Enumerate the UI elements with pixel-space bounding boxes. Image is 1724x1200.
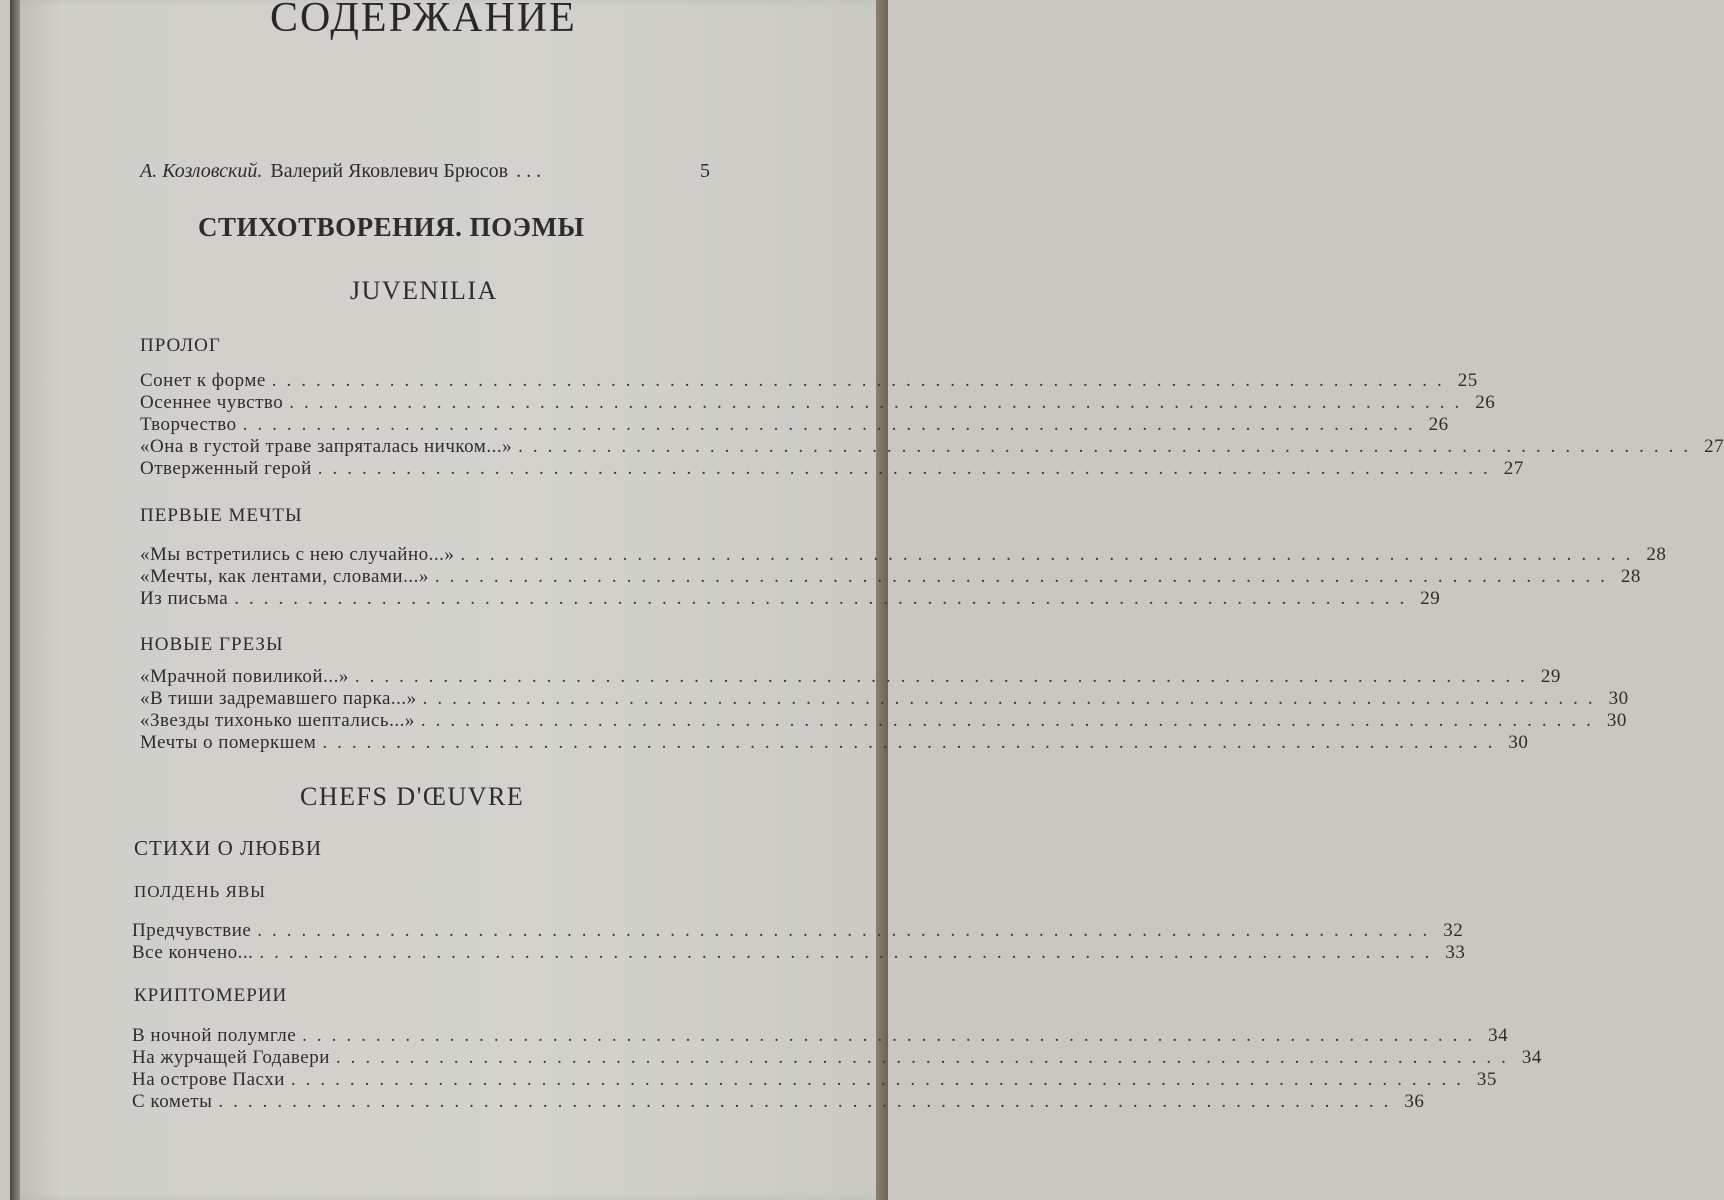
toc-entry-page: 28 xyxy=(1646,544,1667,565)
toc-leader-dots: ................................................................................ xyxy=(422,688,1603,709)
toc-entry-page: 30 xyxy=(1608,688,1629,709)
toc-entry-title: Осеннее чувство xyxy=(140,392,284,413)
toc-leader-dots: ................................................................................ xyxy=(271,370,1452,391)
group-first-dreams: ПЕРВЫЕ МЕЧТЫ xyxy=(140,505,303,526)
toc-entry-page: 33 xyxy=(1445,942,1466,963)
toc-leader-dots: ................................................................................ xyxy=(460,544,1641,565)
toc-entry-title: «Она в густой траве запряталась ничком...» xyxy=(140,436,513,457)
toc-entry-title: «Мрачной повиликой...» xyxy=(140,666,349,687)
intro-entry xyxy=(140,160,710,186)
toc-entry xyxy=(132,1025,1509,1047)
toc-entry-page: 30 xyxy=(1606,710,1627,731)
toc-leader-dots: ................................................................................ xyxy=(518,436,1699,457)
toc-leader-dots: ................................................................................ xyxy=(290,1069,1471,1090)
intro-author: А. Козловский. xyxy=(140,160,263,182)
toc-entry-page: 28 xyxy=(1620,566,1641,587)
toc-entry xyxy=(132,1047,1542,1069)
toc-list-cryptomeria xyxy=(132,1025,1542,1113)
toc-entry-page: 35 xyxy=(1476,1069,1497,1090)
group-prolog: ПРОЛОГ xyxy=(140,335,221,356)
toc-list-java-noon xyxy=(132,920,1466,964)
toc-entry-title: Мечты о померкшем xyxy=(140,732,317,753)
toc-leader-dots: ................................................................................ xyxy=(434,566,1615,587)
toc-entry xyxy=(140,414,1449,436)
toc-entry-title: Сонет к форме xyxy=(140,370,266,391)
toc-entry-title: «Мечты, как лентами, словами...» xyxy=(140,566,429,587)
toc-entry xyxy=(140,370,1478,392)
toc-entry xyxy=(140,544,1667,566)
intro-text: Валерий Яковлевич Брюсов xyxy=(270,160,509,182)
toc-leader-dots: ................................................................................ xyxy=(242,414,1423,435)
page-title: СОДЕРЖАНИЕ xyxy=(270,0,577,41)
group-new-dreams: НОВЫЕ ГРЕЗЫ xyxy=(140,634,284,655)
part-love-poems: СТИХИ О ЛЮБВИ xyxy=(134,836,323,860)
toc-entry xyxy=(140,458,1524,480)
toc-entry-page: 27 xyxy=(1704,436,1724,457)
toc-entry-page: 34 xyxy=(1521,1047,1542,1068)
toc-leader-dots: ................................................................................ xyxy=(289,392,1470,413)
toc-entry xyxy=(140,710,1627,732)
toc-entry xyxy=(140,588,1441,610)
toc-entry xyxy=(140,688,1629,710)
toc-entry xyxy=(132,920,1464,942)
toc-entry xyxy=(140,392,1496,414)
toc-leader-dots: ................................................................................ xyxy=(335,1047,1516,1068)
toc-entry-page: 25 xyxy=(1457,370,1478,391)
toc-entry-page: 29 xyxy=(1540,666,1561,687)
toc-entry-page: 26 xyxy=(1428,414,1449,435)
toc-entry xyxy=(140,566,1641,588)
toc-entry-page: 36 xyxy=(1404,1091,1425,1112)
toc-entry xyxy=(132,1069,1497,1091)
toc-leader-dots: ................................................................................ xyxy=(420,710,1601,731)
toc-entry-title: Отверженный герой xyxy=(140,458,312,479)
toc-list-new-dreams xyxy=(140,666,1629,754)
juvenilia-title: JUVENILIA xyxy=(350,276,498,305)
intro-page: 5 xyxy=(700,160,710,182)
toc-entry xyxy=(140,666,1561,688)
toc-entry-title: В ночной полумгле xyxy=(132,1025,297,1046)
toc-leader-dots: ................................................................................ xyxy=(257,920,1438,941)
chefs-title: CHEFS D'ŒUVRE xyxy=(300,782,525,811)
toc-entry-page: 34 xyxy=(1488,1025,1509,1046)
toc-leader-dots: ................................................................................ xyxy=(354,666,1535,687)
toc-entry xyxy=(140,436,1724,458)
toc-entry-title: «Звезды тихонько шептались...» xyxy=(140,710,415,731)
toc-leader-dots: ................................................................................ xyxy=(317,458,1498,479)
toc-entry-title: Из письма xyxy=(140,588,229,609)
section-title: СТИХОТВОРЕНИЯ. ПОЭМЫ xyxy=(198,212,585,242)
toc-entry-page: 30 xyxy=(1508,732,1529,753)
group-cryptomeria: КРИПТОМЕРИИ xyxy=(134,985,288,1006)
group-java-noon: ПОЛДЕНЬ ЯВЫ xyxy=(134,882,267,901)
toc-entry-title: «Мы встретились с нею случайно...» xyxy=(140,544,455,565)
toc-list-prolog xyxy=(140,370,1724,480)
toc-entry-title: На журчащей Годавери xyxy=(132,1047,330,1068)
toc-entry-page: 29 xyxy=(1420,588,1441,609)
toc-entry-title: На острове Пасхи xyxy=(132,1069,285,1090)
toc-entry xyxy=(132,942,1466,964)
toc-leader-dots: ................................................................................ xyxy=(259,942,1440,963)
toc-entry-page: 27 xyxy=(1503,458,1524,479)
toc-entry-page: 26 xyxy=(1475,392,1496,413)
toc-entry xyxy=(140,732,1529,754)
toc-leader-dots: ................................................................................ xyxy=(302,1025,1483,1046)
toc-entry-title: С кометы xyxy=(132,1091,213,1112)
intro-dots: . . . xyxy=(516,160,542,182)
toc-entry-title: Творчество xyxy=(140,414,237,435)
toc-list-first-dreams xyxy=(140,544,1667,610)
toc-leader-dots: ................................................................................ xyxy=(218,1091,1399,1112)
toc-entry-page: 32 xyxy=(1443,920,1464,941)
toc-entry-title: Предчувствие xyxy=(132,920,252,941)
toc-leader-dots: ................................................................................ xyxy=(234,588,1415,609)
toc-entry-title: «В тиши задремавшего парка...» xyxy=(140,688,417,709)
toc-leader-dots: ................................................................................ xyxy=(322,732,1503,753)
binding-edge xyxy=(10,0,20,1200)
toc-entry xyxy=(132,1091,1425,1113)
toc-entry-title: Все кончено... xyxy=(132,942,254,963)
